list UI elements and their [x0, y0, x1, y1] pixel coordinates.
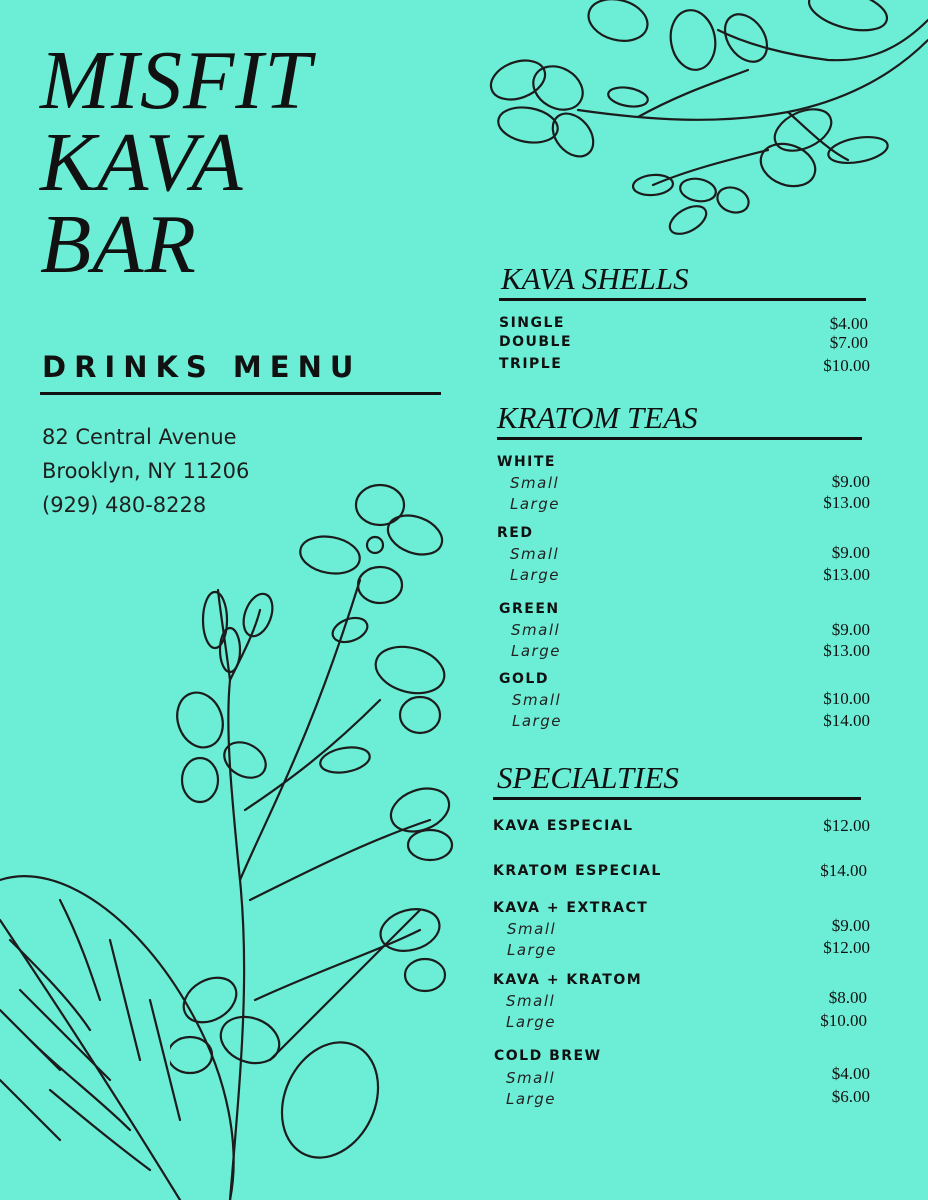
size-small: Small [510, 545, 560, 563]
size-small: Small [512, 691, 562, 709]
item-price: $4.00 [829, 314, 868, 333]
section-title-kava-shells: KAVA SHELLS [501, 261, 689, 296]
size-large: Large [506, 1090, 556, 1108]
specialty-name: KAVA + EXTRACT [493, 900, 649, 916]
item-price: $14.00 [823, 711, 870, 730]
tea-name-green: GREEN [499, 601, 560, 617]
size-large: Large [506, 1013, 556, 1031]
item-price: $14.00 [820, 861, 867, 880]
title-line-1: MISFIT [40, 34, 312, 127]
item-price: $9.00 [831, 543, 870, 562]
specialty-name: KAVA + KRATOM [493, 972, 643, 988]
title-line-2: KAVA [40, 116, 244, 209]
item-price: $13.00 [823, 493, 870, 512]
item-price: $13.00 [823, 641, 870, 660]
phone-number: (929) 480-8228 [42, 493, 207, 517]
tea-name-gold: GOLD [499, 671, 549, 687]
section-title-specialties: SPECIALTIES [497, 760, 679, 795]
section-divider [497, 437, 862, 440]
item-price: $8.00 [828, 988, 867, 1007]
size-large: Large [507, 941, 557, 959]
size-large: Large [510, 566, 560, 584]
item-price: $12.00 [823, 816, 870, 835]
title-line-3: BAR [40, 198, 197, 291]
size-small: Small [506, 1069, 556, 1087]
tea-name-red: RED [497, 525, 534, 541]
size-large: Large [510, 495, 560, 513]
item-price: $6.00 [831, 1087, 870, 1106]
city-state-zip: Brooklyn, NY 11206 [42, 459, 250, 483]
size-large: Large [512, 712, 562, 730]
large-leaf-illustration [0, 860, 260, 1200]
section-title-kratom-teas: KRATOM TEAS [497, 400, 698, 435]
address-block [42, 420, 249, 522]
size-small: Small [510, 474, 560, 492]
size-small: Small [507, 920, 557, 938]
section-divider [499, 298, 866, 301]
item-price: $9.00 [831, 472, 870, 491]
item-name: SINGLE [499, 315, 565, 331]
item-price: $7.00 [829, 333, 868, 352]
item-price: $4.00 [831, 1064, 870, 1083]
size-large: Large [511, 642, 561, 660]
specialty-name: KAVA ESPECIAL [493, 818, 634, 834]
size-small: Small [511, 621, 561, 639]
item-price: $13.00 [823, 565, 870, 584]
item-price: $10.00 [823, 356, 870, 375]
heading-divider [40, 392, 441, 395]
item-name: TRIPLE [499, 356, 563, 372]
item-price: $12.00 [823, 938, 870, 957]
item-price: $10.00 [820, 1011, 867, 1030]
specialty-name: KRATOM ESPECIAL [493, 863, 662, 879]
item-price: $9.00 [831, 620, 870, 639]
bar-name-title [40, 34, 312, 291]
item-name: DOUBLE [499, 334, 573, 350]
item-price: $9.00 [831, 916, 870, 935]
size-small: Small [506, 992, 556, 1010]
drinks-menu-heading: DRINKS MENU [42, 350, 362, 384]
specialty-name: COLD BREW [494, 1048, 602, 1064]
street-address: 82 Central Avenue [42, 425, 237, 449]
top-branch-illustration [488, 0, 928, 250]
tea-name-white: WHITE [497, 454, 556, 470]
section-divider [493, 797, 861, 800]
item-price: $10.00 [823, 689, 870, 708]
